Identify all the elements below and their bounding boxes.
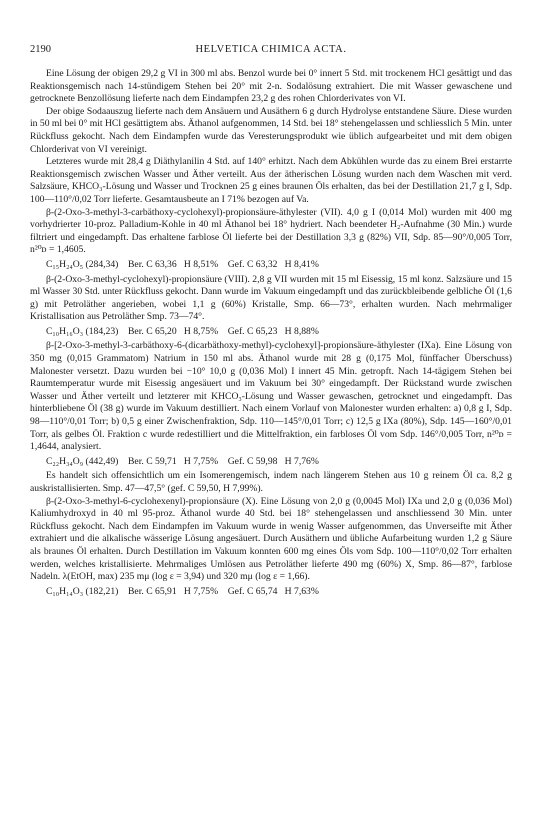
page-number: 2190 bbox=[30, 44, 51, 55]
paragraph-chlorination: Eine Lösung der obigen 29,2 g VI in 300 ml abs. Benzol wurde bei 0° innert 5 Std. mit trockenem HCl gesättigt und das Reaktionsgemisch nach 14-stündigem Stehen bei 20° mit 2-n. Sodalösung extrahiert. Die mit Wasser gewaschene und getrocknete Benzollösung lieferte nach dem Eindampfen 23,2 g des rohen Chlorderivates von VI. bbox=[30, 68, 512, 105]
paragraph-dehydrochlorination: Letzteres wurde mit 28,4 g Diäthylanilin 4 Std. auf 140° erhitzt. Nach dem Abkühlen wurde das zu einem Brei erstarrte Reaktionsgemisch zwischen Wasser und Äther verteilt. Aus der ätherischen Lösung wurden nach dem Waschen mit verd. Salzsäure, KHCO₃-Lösung und Wasser und Trocknen 25 g eines braunen Öls erhalten, das bei der Destillation 21,7 g I, Sdp. 100—110°/0,02 Torr lieferte. Gesamtausbeute an I 71% bezogen auf Va. bbox=[30, 156, 512, 205]
paragraph-compound-viii: β-(2-Oxo-3-methyl-cyclohexyl)-propionsäure (VIII). 2,8 g VII wurden mit 15 ml Eisessig, 15 ml konz. Salzsäure und 15 ml Wasser 30 Std. unter Rückfluss gekocht. Dann wurde im Vakuum eingedampft und das zurückbleibende gelbliche Öl (1,6 g) mit Petroläther angerieben, wobei 1,1 g (60%) Kristalle, Smp. 66—73°, erhalten wurden. Nach mehrmaliger Kristallisation aus Petroläther Smp. 73—74°. bbox=[30, 273, 512, 323]
page-header bbox=[30, 44, 512, 58]
paragraph-compound-ixa: β-[2-Oxo-3-methyl-3-carbäthoxy-6-(dicarbäthoxy-methyl)-cyclohexyl]-propionsäure-äthylester (IXa). Eine Lösung von 350 mg (0,015 Grammatom) Natrium in 150 ml abs. Äthanol wurde mit 28 g (0,175 Mol, fünffacher Überschuss) Malonester versetzt. Dazu wurden bei −10° 10,0 g (0,036 Mol) I innert 45 Min. getropft. Nach 14-tägigem Stehen bei Raumtemperatur wurde mit Eisessig angesäuert und im Vakuum bei 30° eingedampft. Der Rückstand wurde zwischen Wasser und Äther verteilt und letzterer mit KHCO₃-Lösung und Wasser gewaschen, getrocknet und eingedampft. Das hinterbliebene Öl (38 g) wurde im Vakuum destilliert. Nach einem Vorlauf von Malonester wurden erhalten: a) 0,8 g I, Sdp. 98—110°/0,01 Torr; b) 0,5 g einer Zwischenfraktion, Sdp. 110—145°/0,01 Torr; c) 12,5 g IXa (80%), Sdp. 145—160°/0,01 Torr, als gelbes Öl. Fraktion c wurde redestilliert und die Mittelfraktion, ein farbloses Öl vom Sdp. 146°/0,005 Torr, n²⁰ᴅ = 1,4644, analysiert. bbox=[30, 340, 512, 453]
analysis-vii: C₁₅H₂₄O₅ (284,34) Ber. C 63,36 H 8,51% Gef. C 63,32 H 8,41% bbox=[46, 258, 319, 270]
analysis-viii: C₁₀H₁₆O₃ (184,23) Ber. C 65,20 H 8,75% Gef. C 65,23 H 8,88% bbox=[46, 325, 319, 337]
analysis-x: C₁₀H₁₄O₃ (182,21) Ber. C 65,91 H 7,75% Gef. C 65,74 H 7,63% bbox=[46, 585, 319, 597]
article-body bbox=[30, 68, 512, 600]
paragraph-compound-x: β-(2-Oxo-3-methyl-6-cyclohexenyl)-propionsäure (X). Eine Lösung von 2,0 g (0,0045 Mol) IXa und 2,0 g (0,036 Mol) Kaliumhydroxyd in 40 ml 95-proz. Äthanol wurde 40 Std. bei 18° stehengelassen und anschliessend 30 Min. unter Rückfluss gekocht. Nach dem Eindampfen im Vakuum wurde in wenig Wasser aufgenommen, das Unverseifte mit Äther extrahiert und die alkalische wässerige Lösung angesäuert. Durch Ausäthern und übliche Aufarbeitung wurden 1,2 g Säure als braunes Öl erhalten. Durch Destillation im Vakuum konnten 600 mg eines Öls vom Sdp. 100—110°/0,02 Torr erhalten werden, welches kristallisierte. Mehrmaliges Umlösen aus Petroläther lieferte 490 mg (60%) X, Smp. 86—87°, farblose Nadeln. λ(EtOH, max) 235 mμ (log ε = 3,94) und 320 mμ (log ε = 1,66). bbox=[30, 495, 512, 583]
paragraph-compound-vii: β-(2-Oxo-3-methyl-3-carbäthoxy-cyclohexyl)-propionsäure-äthylester (VII). 4,0 g I (0,014 Mol) wurden mit 400 mg vorhydrierter 10-proz. Palladium-Kohle in 40 ml Äthanol bei 18° hydriert. Nach beendeter H₂-Aufnahme (30 Min.) wurde filtriert und eingedampft. Das erhaltene farblose Öl lieferte bei der Destillation 3,3 g (82%) VII, Sdp. 85—90°/0,005 Torr, n²⁰ᴅ = 1,4605. bbox=[30, 206, 512, 256]
paragraph-soda-extract: Der obige Sodaauszug lieferte nach dem Ansäuern und Ausäthern 6 g durch Hydrolyse entstandene Säure. Diese wurden in 50 ml bei 0° mit HCl gesättigtem abs. Äthanol aufgenommen, 14 Std. bei 18° stehengelassen und schliesslich 5 Min. unter Rückfluss gekocht. Nach dem Eindampfen wurde das Veresterungsprodukt wie üblich aufgearbeitet und mit dem obigen Chlorderivat von VI vereinigt. bbox=[30, 105, 512, 155]
journal-title: HELVETICA CHIMICA ACTA. bbox=[195, 44, 347, 55]
analysis-ixa: C₂₂H₃₄O₉ (442,49) Ber. C 59,71 H 7,75% Gef. C 59,98 H 7,76% bbox=[46, 455, 319, 467]
paragraph-isomer-note: Es handelt sich offensichtlich um ein Isomerengemisch, indem nach längerem Stehen aus 10 g reinem Öl ca. 8,2 g auskristallisierten. Smp. 47—47,5° (gef. C 59,50, H 7,99%). bbox=[30, 470, 512, 494]
